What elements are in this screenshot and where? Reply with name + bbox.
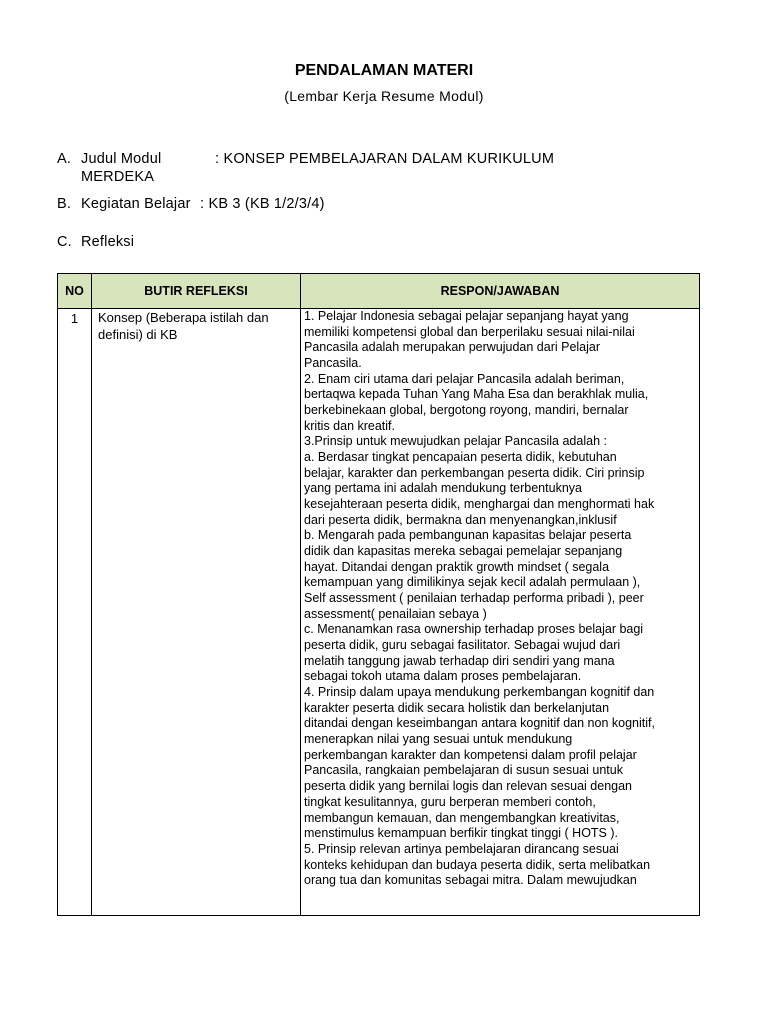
respon-line: 2. Enam ciri utama dari pelajar Pancasila adalah beriman, — [304, 371, 625, 386]
cell-respon-jawaban — [301, 309, 700, 916]
info-letter-b: B. — [57, 196, 72, 212]
reflection-table — [57, 273, 700, 916]
respon-line: dari peserta didik, bermakna dan menyenangkan,inklusif — [304, 512, 617, 527]
respon-line: Self assessment ( penilaian terhadap performa pribadi ), peer — [304, 591, 644, 606]
respon-line: perkembangan karakter dan kompetensi dalam profil pelajar — [304, 747, 637, 762]
respon-line: Pancasila, rangkaian pembelajaran di susun sesuai untuk — [304, 763, 623, 778]
document-subtitle: (Lembar Kerja Resume Modul) — [284, 88, 484, 104]
respon-line: didik dan kapasitas mereka sebagai pemelajar sepanjang — [304, 544, 623, 559]
respon-line: a. Berdasar tingkat pencapaian peserta didik, kebutuhan — [304, 450, 617, 465]
table-header-row — [58, 274, 700, 309]
document-title: PENDALAMAN MATERI — [294, 62, 474, 79]
respon-line: membangun kemauan, dan mengembangkan kreativitas, — [304, 810, 620, 825]
respon-line: karakter peserta didik secara holistik dan berkelanjutan — [304, 700, 610, 715]
respon-line: peserta didik, guru sebagai fasilitator. Sebagai wujud dari — [304, 638, 621, 653]
info-value-kegiatan-belajar: : KB 3 (KB 1/2/3/4) — [200, 196, 325, 212]
respon-line: orang tua dan komunitas sebagai mitra. Dalam mewujudkan — [304, 873, 637, 888]
respon-line: hayat. Ditandai dengan praktik growth mindset ( segala — [304, 559, 610, 574]
respon-line: peserta didik yang bernilai logis dan relevan sesuai dengan — [304, 779, 632, 794]
respon-line: melatih tanggung jawab terhadap diri sendiri yang mana — [304, 653, 615, 668]
respon-line: tingkat kesulitannya, guru berperan memberi contoh, — [304, 794, 596, 809]
respon-line: menstimulus kemampuan berfikir tingkat tinggi ( HOTS ). — [304, 826, 618, 841]
respon-line: assessment( penailaian sebaya ) — [304, 606, 487, 621]
respon-line: belajar, karakter dan perkembangan peserta didik. Ciri prinsip — [304, 465, 645, 480]
info-letter-a: A. — [57, 151, 72, 167]
info-label-refleksi: Refleksi — [81, 234, 135, 250]
respon-line: kemampuan yang dimilikinya sejak kecil adalah permulaan ), — [304, 575, 641, 590]
respon-line: Pancasila. — [304, 356, 362, 371]
respon-line: konteks kehidupan dan budaya peserta didik, serta melibatkan — [304, 857, 651, 872]
respon-line: 4. Prinsip dalam upaya mendukung perkembangan kognitif dan — [304, 685, 655, 700]
info-letter-c: C. — [57, 234, 72, 250]
info-value-judul-modul-cont: MERDEKA — [81, 169, 155, 185]
respon-line: bertaqwa kepada Tuhan Yang Maha Esa dan berakhlak mulia, — [304, 387, 649, 402]
respon-line: menerapkan nilai yang sesuai untuk mendukung — [304, 732, 573, 747]
header-butir-refleksi: BUTIR REFLEKSI — [92, 274, 301, 309]
respon-line: berkebinekaan global, bergotong royong, mandiri, bernalar — [304, 403, 629, 418]
respon-line: memiliki kompetensi global dan berperilaku sesuai nilai-nilai — [304, 324, 635, 339]
info-label-judul-modul: Judul Modul — [81, 151, 162, 167]
cell-no: 1 — [58, 309, 92, 916]
respon-line: 3.Prinsip untuk mewujudkan pelajar Pancasila adalah : — [304, 434, 607, 449]
respon-line: sebagai tokoh utama dalam proses pembelajaran. — [304, 669, 582, 684]
respon-line: kritis dan kreatif. — [304, 418, 396, 433]
cell-butir-refleksi: Konsep (Beberapa istilah dan definisi) di KB — [92, 309, 301, 916]
respon-line: 1. Pelajar Indonesia sebagai pelajar sepanjang hayat yang — [304, 309, 629, 323]
respon-line: b. Mengarah pada pembangunan kapasitas belajar peserta — [304, 528, 632, 543]
info-value-judul-modul: : KONSEP PEMBELAJARAN DALAM KURIKULUM — [215, 151, 555, 167]
header-respon-jawaban: RESPON/JAWABAN — [301, 274, 700, 309]
respon-line: Pancasila adalah merupakan perwujudan dari Pelajar — [304, 340, 601, 355]
respon-line: c. Menanamkan rasa ownership terhadap proses belajar bagi — [304, 622, 644, 637]
table-row — [58, 309, 700, 916]
respon-line: 5. Prinsip relevan artinya pembelajaran dirancang sesuai — [304, 841, 619, 856]
respon-line: yang pertama ini adalah mendukung terbentuknya — [304, 481, 582, 496]
info-label-kegiatan-belajar: Kegiatan Belajar — [81, 196, 191, 212]
header-no: NO — [58, 274, 92, 309]
respon-line: ditandai dengan keseimbangan antara kognitif dan non kognitif, — [304, 716, 655, 731]
respon-line: kesejahteraan peserta didik, menghargai dan menghormati hak — [304, 497, 655, 512]
